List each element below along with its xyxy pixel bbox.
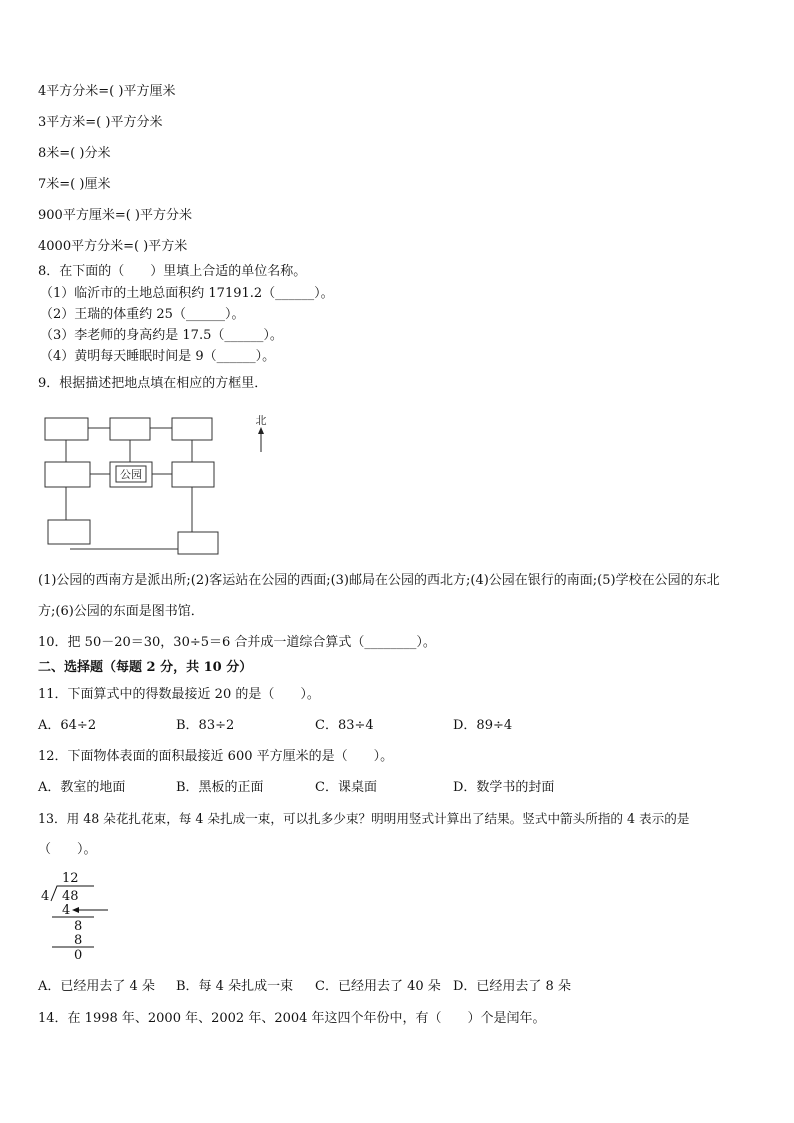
map-box-e	[172, 462, 214, 487]
q12-option-b[interactable]: B．黑板的正面	[176, 780, 264, 795]
q13-option-b[interactable]: B．每 4 朵扎成一束	[176, 979, 294, 994]
q12-stem: 12．下面物体表面的面积最接近 600 平方厘米的是（ ）。	[38, 749, 394, 764]
north-arrow-head	[258, 427, 264, 434]
conversion-line-2: 3平方米=( )平方分米	[38, 115, 163, 130]
q12-option-a[interactable]: A．教室的地面	[38, 780, 126, 795]
q11-option-b[interactable]: B．83÷2	[176, 718, 235, 733]
q13-option-d[interactable]: D．已经用去了 8 朵	[453, 979, 571, 994]
division-remainder: 0	[74, 948, 83, 963]
q12-option-c[interactable]: C．课桌面	[315, 780, 377, 795]
q11-option-c[interactable]: C．83÷4	[315, 718, 374, 733]
conversion-line-6: 4000平方分米=( )平方米	[38, 239, 188, 254]
section-2-header: 二、选择题（每题 2 分，共 10 分）	[38, 660, 253, 675]
map-box-se	[178, 532, 218, 554]
map-box-w	[45, 462, 90, 487]
q9-stem: 9．根据描述把地点填在相应的方框里．	[38, 376, 268, 391]
q8-item-4: （4）黄明每天睡眠时间是 9（______）。	[40, 349, 276, 364]
q11-option-a[interactable]: A．64÷2	[38, 718, 97, 733]
q8-item-1: （1）临沂市的土地总面积约 17191.2（______）。	[40, 286, 334, 301]
q10-text: 10．把 50－20＝30，30÷5＝6 合并成一道综合算式（________）。	[38, 635, 436, 650]
q8-item-3: （3）李老师的身高约是 17.5（______）。	[40, 328, 283, 343]
division-arrow-head	[72, 907, 79, 913]
q13-stem: 13．用 48 朵花扎花束，每 4 朵扎成一束，可以扎多少束？明明用竖式计算出了结果。竖式中箭头所指的 4 表示的是	[38, 811, 690, 826]
map-box-ne	[172, 418, 212, 440]
division-dividend: 48	[62, 889, 79, 904]
map-box-n	[110, 418, 150, 440]
conversion-line-5: 900平方厘米=( )平方分米	[38, 208, 192, 223]
division-step-1: 4	[62, 903, 71, 918]
park-label: 公园	[120, 468, 142, 481]
q12-option-d[interactable]: D．数学书的封面	[453, 780, 555, 795]
north-arrow	[250, 412, 272, 457]
division-step-3: 8	[74, 933, 83, 948]
conversion-line-3: 8米=( )分米	[38, 146, 111, 161]
q9-map-diagram	[40, 412, 280, 557]
north-label: 北	[255, 414, 267, 427]
q11-stem: 11．下面算式中的得数最接近 20 的是（ ）。	[38, 687, 320, 702]
map-box-nw	[45, 418, 88, 440]
conversion-line-4: 7米=( )厘米	[38, 177, 111, 192]
division-divisor: 4	[41, 889, 50, 904]
division-quotient: 12	[62, 871, 79, 886]
q9-desc-line2: 方;(6)公园的东面是图书馆．	[38, 604, 204, 619]
q13-option-a[interactable]: A．已经用去了 4 朵	[38, 979, 155, 994]
long-division-figure	[38, 868, 118, 963]
conversion-line-1: 4平方分米=( )平方厘米	[38, 84, 176, 99]
map-box-sw	[48, 520, 90, 544]
q13-stem-2: （ ）。	[38, 842, 97, 857]
q9-desc-line1: (1)公园的西南方是派出所;(2)客运站在公园的西面;(3)邮局在公园的西北方;(4)公园在银行的南面;(5)学校在公园的东北	[38, 573, 720, 588]
division-step-2: 8	[74, 919, 83, 934]
q13-option-c[interactable]: C．已经用去了 40 朵	[315, 979, 441, 994]
q14-text: 14．在 1998 年、2000 年、2002 年、2004 年这四个年份中，有（ ）个是闰年。	[38, 1011, 546, 1026]
q8-item-2: （2）王瑞的体重约 25（______）。	[40, 307, 245, 322]
q11-option-d[interactable]: D．89÷4	[453, 718, 513, 733]
q8-stem: 8．在下面的（ ）里填上合适的单位名称。	[38, 264, 307, 279]
